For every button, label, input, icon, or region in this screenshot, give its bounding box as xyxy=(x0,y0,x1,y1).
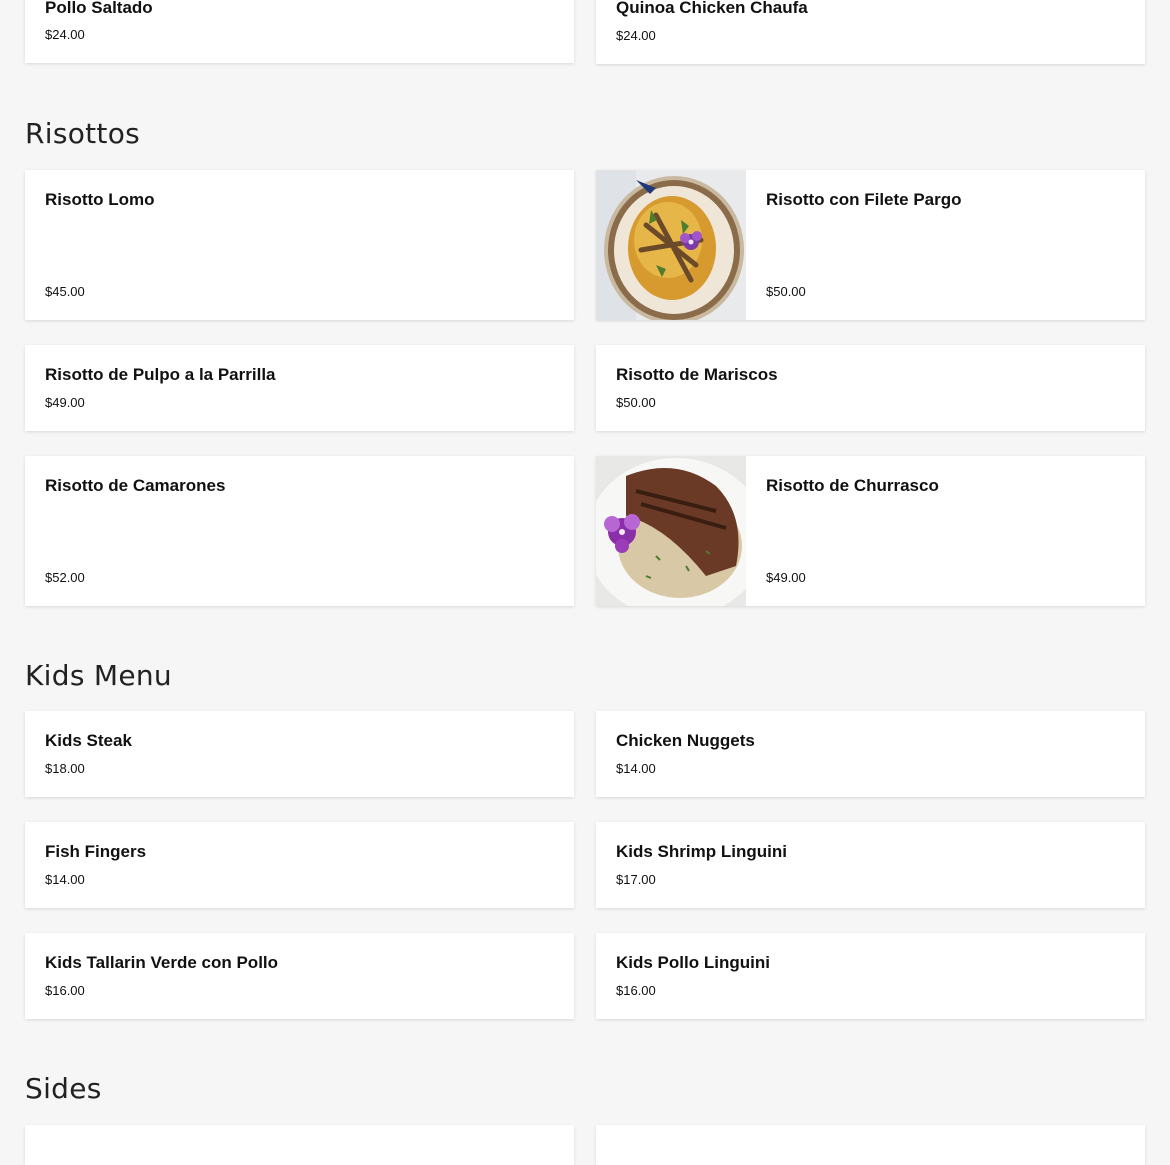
menu-item-card[interactable] xyxy=(596,456,1145,606)
item-price: $52.00 xyxy=(45,570,85,585)
section-title-sides: Sides xyxy=(25,1072,102,1105)
menu-item-card[interactable] xyxy=(596,170,1145,320)
item-name: Pollo Saltado xyxy=(45,0,153,17)
menu-item-card[interactable] xyxy=(596,345,1145,431)
item-name: Risotto de Pulpo a la Parrilla xyxy=(45,365,276,384)
item-name: Quinoa Chicken Chaufa xyxy=(616,0,808,17)
item-name: Kids Tallarin Verde con Pollo xyxy=(45,953,279,972)
item-price: $14.00 xyxy=(45,872,85,887)
menu-item-card[interactable] xyxy=(25,345,574,431)
item-price: $16.00 xyxy=(616,983,656,998)
item-name: Kids Pollo Linguini xyxy=(616,953,770,972)
item-name: Risotto con Filete Pargo xyxy=(766,190,962,209)
item-name: Risotto Lomo xyxy=(45,190,155,209)
item-name: Fish Fingers xyxy=(45,842,147,861)
item-price: $50.00 xyxy=(766,284,806,299)
item-price: $16.00 xyxy=(45,983,85,998)
item-price: $18.00 xyxy=(45,761,85,776)
menu-item-card[interactable] xyxy=(25,822,574,908)
menu-item-card[interactable] xyxy=(25,1125,574,1165)
menu-item-card[interactable] xyxy=(596,1125,1145,1165)
item-price: $24.00 xyxy=(616,28,656,43)
menu-item-card[interactable] xyxy=(25,456,574,606)
menu-item-card[interactable] xyxy=(596,822,1145,908)
item-price: $14.00 xyxy=(616,761,656,776)
menu-item-card[interactable] xyxy=(596,0,1145,64)
item-name: Chicken Nuggets xyxy=(616,731,755,750)
menu-item-card[interactable] xyxy=(25,711,574,797)
menu-item-card[interactable] xyxy=(596,711,1145,797)
menu-item-card[interactable] xyxy=(25,0,574,63)
risotto-churrasco-photo xyxy=(596,456,746,606)
item-name: Risotto de Churrasco xyxy=(766,476,939,495)
item-name: Risotto de Mariscos xyxy=(616,365,778,384)
item-price: $17.00 xyxy=(616,872,656,887)
item-price: $24.00 xyxy=(45,27,85,42)
item-price: $45.00 xyxy=(45,284,85,299)
item-name: Kids Shrimp Linguini xyxy=(616,842,787,861)
menu-item-card[interactable] xyxy=(596,933,1145,1019)
item-price: $49.00 xyxy=(766,570,806,585)
item-name: Kids Steak xyxy=(45,731,132,750)
section-title-risottos: Risottos xyxy=(25,117,141,150)
item-price: $49.00 xyxy=(45,395,85,410)
section-title-kids-menu: Kids Menu xyxy=(25,659,172,692)
risotto-pargo-photo xyxy=(596,170,746,320)
item-price: $50.00 xyxy=(616,395,656,410)
menu-item-card[interactable] xyxy=(25,170,574,320)
menu-item-card[interactable] xyxy=(25,933,574,1019)
item-name: Risotto de Camarones xyxy=(45,476,226,495)
